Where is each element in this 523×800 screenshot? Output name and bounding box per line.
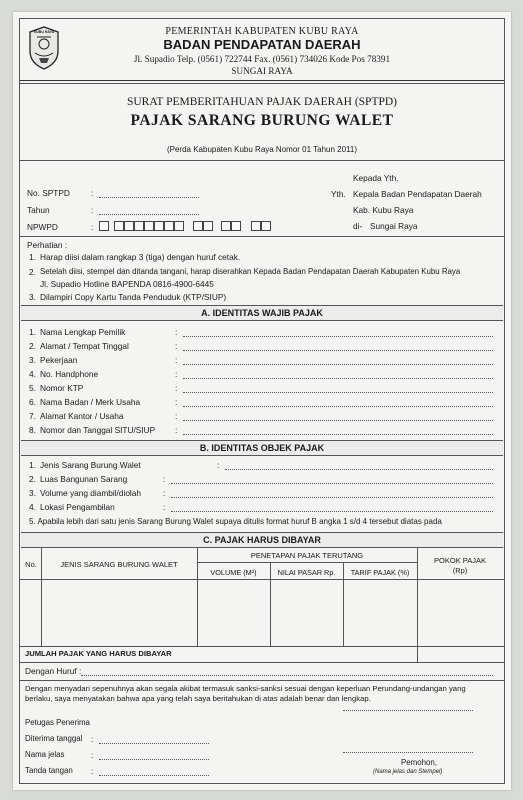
recipient-line2: Kepala Badan Pendapatan Daerah bbox=[353, 189, 482, 199]
statement-line1: Dengan menyadari sepenuhnya akan segala akibat termasuk sanksi-sanksi sesuai dengan keperluan Perundang-undangan yang bbox=[25, 684, 466, 693]
col-volume: VOLUME (M²) bbox=[210, 568, 257, 577]
field-label-alamat: Alamat / Tempat Tinggal bbox=[40, 341, 129, 351]
field-label-handphone: No. Handphone bbox=[40, 369, 99, 379]
perhatian-num-1: 1. bbox=[29, 252, 36, 262]
no-sptpd-field[interactable] bbox=[99, 197, 199, 198]
field-alamat-kantor[interactable] bbox=[183, 420, 493, 421]
col-tarif: TARIF PAJAK (%) bbox=[350, 568, 410, 577]
field-label-pekerjaan: Pekerjaan bbox=[40, 355, 78, 365]
section-b-title: B. IDENTITAS OBJEK PAJAK bbox=[21, 440, 503, 456]
dengan-huruf-field[interactable] bbox=[81, 675, 493, 676]
tanda-label: Tanda tangan bbox=[25, 766, 73, 775]
field-label-nama-pemilik: Nama Lengkap Pemilik bbox=[40, 327, 126, 337]
diterima-field[interactable] bbox=[99, 743, 209, 744]
header-line1: PEMERINTAH KABUPATEN KUBU RAYA bbox=[165, 26, 359, 37]
field-handphone[interactable] bbox=[183, 378, 493, 379]
npwpd-colon: : bbox=[91, 222, 94, 232]
col-jenis: JENIS SARANG BURUNG WALET bbox=[60, 560, 178, 569]
header-divider-thin bbox=[20, 83, 504, 84]
pemohon-signature-field[interactable] bbox=[343, 752, 473, 753]
field-ktp[interactable] bbox=[183, 392, 493, 393]
header-line4: SUNGAI RAYA bbox=[231, 66, 293, 76]
col-nilai: NILAI PASAR Rp. bbox=[277, 568, 336, 577]
col-no: No. bbox=[25, 560, 37, 569]
field-label-volume: Volume yang diambil/diolah bbox=[40, 488, 142, 498]
form-subtitle: PAJAK SARANG BURUNG WALET bbox=[130, 112, 394, 129]
tahun-field[interactable] bbox=[99, 214, 199, 215]
field-volume[interactable] bbox=[171, 497, 493, 498]
section-b-note: 5. Apabila lebih dari satu jenis Sarang Burung Walet supaya ditulis format huruf B angka 1 s/d 4 tersebut diatas pada bbox=[29, 517, 442, 526]
dengan-huruf-label: Dengan Huruf : bbox=[25, 666, 82, 676]
form-paper: KUBU RAYA PEMERINTAH KABUPATEN KUBU RAYA BADAN PENDAPATAN DAERAH Jl. Supadio Telp. (0561) 722744 Fax. (0561) 734026 Kode Pos 78391 SUNGAI RAYA SURAT PEMBERITAHUAN PAJAK DAERAH (SPTPD) PAJAK SARANG BURUNG WALET (Perda Kabupaten Kubu Raya Nomor 01 Tahun 2011) No. SPTPD : Tahun : NPWPD : Kepada Yth. Yth. Kepala Badan Pendapatan Daerah Kab. Kubu Raya di- Sungai Raya Perhatian : 1. Harap diisi dalam rangkap 3 (tiga) dengan huruf cetak. 2. Setelah diisi, stempel dan ditanda tangani, harap diserahkan Kepada Badan Pendapatan Daerah Kabupaten Kubu Raya Jl. Supadio Hotline BAPENDA 0816-4900-6445 3. Dilampiri Copy Kartu Tanda Penduduk (KTP/SIUP) A. IDENTITAS WAJIB PAJAK 1. Nama Lengkap Pemilik : 2. Alamat / Tempat Tinggal : 3. Pekerjaan : 4. No. Handphone : 5. Nomor KTP : 6. Nama Badan / Merk Usaha : 7. Alamat Kantor / Usaha : 8. Nomor dan Tanggal SITU/SIUP : B. IDENTITAS OBJEK PAJAK 1. Jenis Sarang Burung Walet : 2. Luas Bangunan Sarang : 3. Volume yang diambil/diolah : 4. Lokasi Pengambilan : 5. Apabila lebih dari satu jenis Sarang Burung Walet supaya ditulis format huruf B angka 1 s/d 4 tersebut diatas pada C. PAJAK HARUS DIBAYAR No. JENIS SARANG BURUNG WALET PENETAPAN PAJAK TERUTANG VOLUME (M²) NILAI PASAR Rp. TARIF PAJAK (%) POKOK PAJAK (Rp) JUMLAH PAJAK YANG HARUS DIBAYAR Dengan Huruf : Dengan menyadari sepenuhnya akan segala akibat termasuk sanksi-sanksi sesuai dengan keperluan Perundang-undangan yang berlaku, saya menyatakan bahwa apa yang telah saya beritahukan di atas adalah benar dan lengkap. Petugas Penerima Diterima tanggal : Nama jelas : Tanda tangan : Pemohon, (Nama jelas dan Stempel) bbox=[13, 12, 511, 790]
title-divider bbox=[20, 160, 504, 161]
field-label-situ: Nomor dan Tanggal SITU/SIUP bbox=[40, 425, 156, 435]
field-lokasi[interactable] bbox=[171, 511, 493, 512]
tahun-label: Tahun bbox=[27, 205, 50, 215]
col-pokok: POKOK PAJAK bbox=[434, 556, 486, 565]
pemohon-note: (Nama jelas dan Stempel) bbox=[373, 769, 443, 775]
form-title: SURAT PEMBERITAHUAN PAJAK DAERAH (SPTPD) bbox=[126, 96, 397, 108]
field-alamat[interactable] bbox=[183, 350, 493, 351]
perhatian-text-3: Dilampiri Copy Kartu Tanda Penduduk (KTP/SIUP) bbox=[40, 292, 227, 302]
form-reference: (Perda Kabupaten Kubu Raya Nomor 01 Tahun 2011) bbox=[166, 145, 358, 154]
field-label-lokasi: Lokasi Pengambilan bbox=[40, 502, 115, 512]
perhatian-text-2: Setelah diisi, stempel dan ditanda tangani, harap diserahkan Kepada Badan Pendapatan Daerah Kabupaten Kubu Raya bbox=[40, 267, 461, 276]
diterima-label: Diterima tanggal bbox=[25, 734, 83, 743]
field-situ[interactable] bbox=[183, 434, 493, 435]
statement-line2: berlaku, saya menyatakan bahwa apa yang telah saya beritahukan di atas adalah benar dan lengkap. bbox=[25, 694, 371, 703]
field-label-jenis: Jenis Sarang Burung Walet bbox=[40, 460, 141, 470]
recipient-yth: Yth. bbox=[331, 189, 346, 199]
section-a-title: A. IDENTITAS WAJIB PAJAK bbox=[21, 305, 503, 321]
header-line2: BADAN PENDAPATAN DAERAH bbox=[163, 37, 361, 52]
tanda-field[interactable] bbox=[99, 775, 209, 776]
col-pokok-unit: (Rp) bbox=[452, 566, 468, 575]
tahun-colon: : bbox=[91, 205, 94, 215]
perhatian-text-1: Harap diisi dalam rangkap 3 (tiga) dengan huruf cetak. bbox=[40, 252, 241, 262]
field-luas[interactable] bbox=[171, 483, 493, 484]
perhatian-title: Perhatian : bbox=[27, 240, 68, 250]
jumlah-label: JUMLAH PAJAK YANG HARUS DIBAYAR bbox=[25, 649, 172, 658]
pemohon-label: Pemohon, bbox=[401, 758, 437, 767]
perhatian-text-2b: Jl. Supadio Hotline BAPENDA 0816-4900-6445 bbox=[40, 279, 214, 289]
no-sptpd-colon: : bbox=[91, 188, 94, 198]
petugas-label: Petugas Penerima bbox=[25, 718, 90, 727]
field-nama-pemilik[interactable] bbox=[183, 336, 493, 337]
no-sptpd-label: No. SPTPD bbox=[27, 188, 70, 198]
nama-label: Nama jelas bbox=[25, 750, 65, 759]
header-divider bbox=[20, 80, 504, 81]
field-label-badan: Nama Badan / Merk Usaha bbox=[40, 397, 141, 407]
recipient-line3: Kab. Kubu Raya bbox=[353, 205, 414, 215]
perhatian-num-2: 2. bbox=[29, 267, 36, 277]
recipient-di: di- bbox=[353, 221, 363, 231]
section-c-title: C. PAJAK HARUS DIBAYAR bbox=[21, 532, 503, 548]
field-badan[interactable] bbox=[183, 406, 493, 407]
perhatian-num-3: 3. bbox=[29, 292, 36, 302]
field-label-luas: Luas Bangunan Sarang bbox=[40, 474, 128, 484]
header-line3: Jl. Supadio Telp. (0561) 722744 Fax. (0561) 734026 Kode Pos 78391 bbox=[133, 54, 391, 64]
field-label-alamat-kantor: Alamat Kantor / Usaha bbox=[40, 411, 124, 421]
recipient-line4: Sungai Raya bbox=[370, 221, 418, 231]
recipient-line1: Kepada Yth. bbox=[353, 173, 399, 183]
col-penetapan: PENETAPAN PAJAK TERUTANG bbox=[250, 551, 364, 560]
nama-field[interactable] bbox=[99, 759, 209, 760]
field-pekerjaan[interactable] bbox=[183, 364, 493, 365]
field-jenis[interactable] bbox=[225, 469, 493, 470]
logo-text: KUBU RAYA bbox=[33, 30, 55, 34]
ident-divider bbox=[20, 236, 504, 237]
field-label-ktp: Nomor KTP bbox=[40, 383, 84, 393]
npwpd-label: NPWPD bbox=[27, 222, 58, 232]
place-date-field[interactable] bbox=[343, 710, 473, 711]
